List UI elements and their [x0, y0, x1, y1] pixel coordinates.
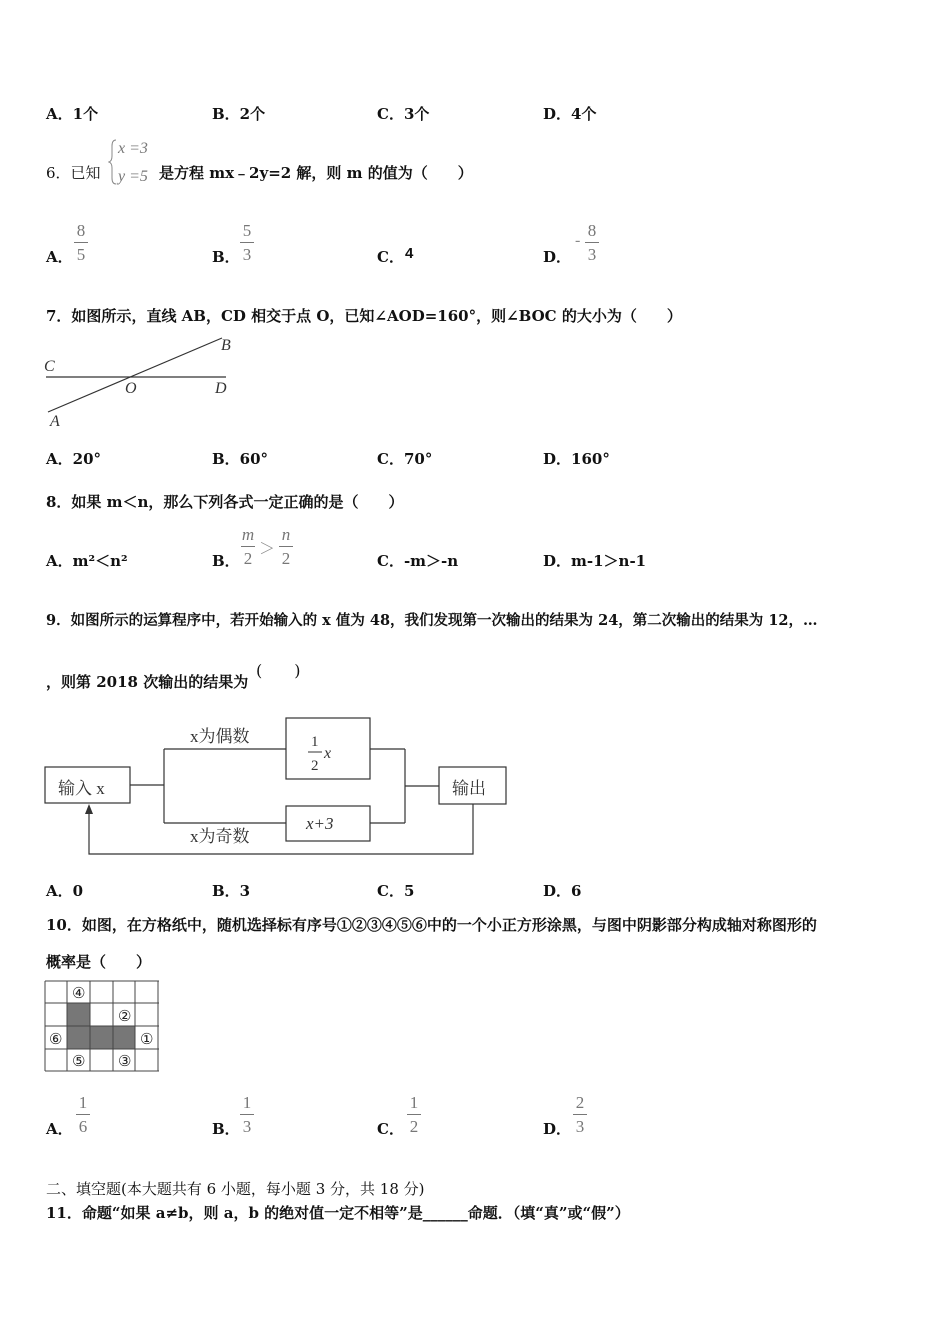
q9-option-b: B．3 [212, 882, 251, 900]
q10-option-d-label: D． [543, 1120, 572, 1138]
q8-b-num1: m [241, 525, 255, 544]
q6-eq2: y =5 [118, 168, 148, 185]
q10-a-num: 1 [78, 1093, 88, 1112]
q6-eq1: x =3 [118, 140, 148, 157]
section2-title: 二、填空题(本大题共有 6 小题，每小题 3 分，共 18 分) [46, 1180, 425, 1198]
q6-d-den: 3 [587, 245, 597, 264]
q6-a-num: 8 [76, 221, 86, 240]
flow-arrow-head [85, 804, 93, 814]
q10-b-num: 1 [242, 1093, 252, 1112]
q10-text-line2: 概率是（ ） [46, 953, 152, 971]
q7-option-b: B．60° [212, 450, 269, 468]
q6-option-c-label: C． [377, 248, 404, 266]
flow-loop-arrow [89, 804, 473, 854]
grid-label-6: ⑥ [49, 1032, 63, 1048]
flow-plus3-label: x+3 [306, 814, 334, 833]
q10-a-den: 6 [78, 1117, 88, 1136]
q6-number: 6．已知 [46, 164, 101, 182]
q5-option-d: D．4个 [543, 105, 597, 123]
q6-option-d-label: D． [543, 248, 572, 266]
q8-text: 8．如果 m＜n，那么下列各式一定正确的是（ ） [46, 493, 404, 511]
line-ab [48, 338, 222, 412]
q9-option-a: A．0 [46, 882, 84, 900]
q9-text-line2: ，则第 2018 次输出的结果为 [46, 673, 249, 691]
flow-half-num: 1 [311, 734, 319, 750]
q10-d-den: 3 [575, 1117, 585, 1136]
q5-option-a: A．1个 [46, 105, 99, 123]
q6-option-b-label: B． [212, 248, 240, 266]
q8-option-b-fraction-2 [279, 526, 293, 567]
grid-label-3: ③ [118, 1054, 132, 1070]
q7-option-c: C．70° [377, 450, 433, 468]
q6-option-a-label: A． [46, 248, 73, 266]
q8-b-den1: 2 [243, 549, 253, 568]
q10-option-c-fraction [407, 1094, 421, 1135]
q5-option-b: B．2个 [212, 105, 266, 123]
q7-figure-intersecting-lines [40, 332, 240, 432]
q7-option-a: A．20° [46, 450, 102, 468]
grid-label-2: ② [118, 1009, 132, 1025]
label-d: D [215, 380, 227, 397]
q6-text: 是方程 mx﹣2y=2 解，则 m 的值为（ ） [159, 164, 473, 182]
q6-a-den: 5 [76, 245, 86, 264]
q8-b-num2: n [281, 525, 291, 544]
q8-option-b-label: B． [212, 552, 240, 570]
q6-b-num: 5 [242, 221, 252, 240]
q10-c-den: 2 [409, 1117, 419, 1136]
q6-option-b-fraction [240, 222, 254, 263]
q10-c-num: 1 [409, 1093, 419, 1112]
q6-option-d-sign: - [575, 232, 581, 249]
q6-option-c-value: 4 [405, 245, 414, 262]
q10-option-b-fraction [240, 1094, 254, 1135]
q7-text: 7．如图所示，直线 AB，CD 相交于点 O，已知∠AOD=160°，则∠BOC 的大小为（ ） [46, 307, 682, 325]
q10-b-den: 3 [242, 1117, 252, 1136]
label-o: O [125, 380, 137, 397]
q8-option-d: D．m-1＞n-1 [543, 552, 647, 570]
q10-option-d-fraction [573, 1094, 587, 1135]
flow-half-var: x [324, 745, 332, 762]
q8-option-a: A．m²＜n² [46, 552, 128, 570]
q9-flowchart [40, 712, 515, 860]
q9-option-c: C．5 [377, 882, 415, 900]
q11-text: 11．命题“如果 a≠b，则 a，b 的绝对值一定不相等”是______命题．（填“真”或“假”） [46, 1204, 630, 1222]
label-a: A [50, 413, 60, 430]
q9-option-d: D．6 [543, 882, 582, 900]
q6-b-den: 3 [242, 245, 252, 264]
flow-even-label: x为偶数 [190, 727, 250, 746]
grid-label-4: ④ [72, 986, 86, 1002]
q10-text-line1: 10．如图，在方格纸中，随机选择标有序号①②③④⑤⑥中的一个小正方形涂黑，与图中阴影部分构成轴对称图形的 [46, 916, 817, 934]
q10-option-c-label: C． [377, 1120, 404, 1138]
q10-option-a-fraction [76, 1094, 90, 1135]
q5-option-c: C．3个 [377, 105, 430, 123]
q9-answer-paren: ( ) [256, 661, 301, 680]
q9-text-line1: 9．如图所示的运算程序中，若开始输入的 x 值为 48，我们发现第一次输出的结果为 24，第二次输出的结果为 12，… [46, 612, 818, 629]
flow-odd-label: x为奇数 [190, 827, 250, 846]
q8-option-b-fraction-1 [241, 526, 255, 567]
q6-d-num: 8 [587, 221, 597, 240]
label-b: B [221, 337, 231, 354]
flow-output-label: 输出 [452, 779, 486, 798]
label-c: C [44, 358, 55, 375]
flow-input-label: 输入 x [58, 779, 105, 798]
q10-d-num: 2 [575, 1093, 585, 1112]
grid-label-5: ⑤ [72, 1054, 86, 1070]
q10-option-b-label: B． [212, 1120, 240, 1138]
q6-equation-system [108, 136, 160, 188]
q10-grid-figure [44, 980, 162, 1075]
q7-option-d: D．160° [543, 450, 610, 468]
q6-option-d-fraction [585, 222, 599, 263]
q8-b-den2: 2 [281, 549, 291, 568]
q10-option-a-label: A． [46, 1120, 73, 1138]
q8-option-b-operator: ＞ [259, 541, 276, 558]
q6-option-a-fraction [74, 222, 88, 263]
flow-half-den: 2 [311, 758, 319, 774]
grid-label-1: ① [140, 1032, 154, 1048]
q8-option-c: C．-m＞-n [377, 552, 459, 570]
